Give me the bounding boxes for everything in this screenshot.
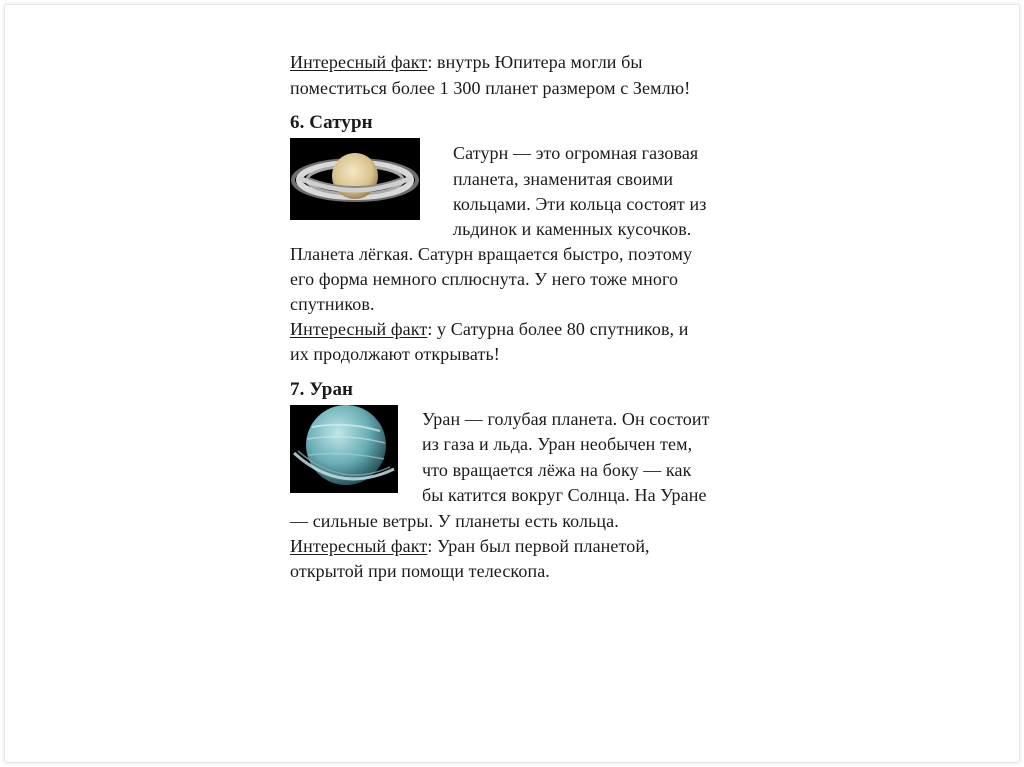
jupiter-fact-line-2: поместиться более 1 300 планет размером с Землю! bbox=[290, 78, 691, 98]
saturn-image bbox=[290, 138, 420, 220]
saturn-text-line-7: спутников. bbox=[290, 294, 375, 314]
uranus-image bbox=[290, 405, 398, 493]
uranus-illustration bbox=[290, 405, 398, 493]
saturn-fact-label: Интересный факт bbox=[290, 319, 428, 339]
uranus-fact-line-2: открытой при помощи телескопа. bbox=[290, 561, 550, 581]
saturn-text-line-6: его форма немного сплюснута. У него тоже много bbox=[290, 269, 679, 289]
uranus-fact-line-1 bbox=[290, 535, 650, 557]
jupiter-fact-label: Интересный факт bbox=[290, 52, 428, 72]
jupiter-fact-line-1 bbox=[290, 51, 643, 73]
uranus-heading: 7. Уран bbox=[290, 379, 354, 400]
saturn-text-line-5: Планета лёгкая. Сатурн вращается быстро, поэтому bbox=[290, 244, 693, 264]
saturn-fact-line-2: их продолжают открывать! bbox=[290, 344, 500, 364]
uranus-text-line-5: — сильные ветры. У планеты есть кольца. bbox=[290, 511, 619, 531]
jupiter-fact-text: : внутрь Юпитера могли бы bbox=[427, 52, 643, 72]
uranus-text-line-1: Уран — голубая планета. Он состоит bbox=[422, 409, 710, 429]
saturn-heading: 6. Сатурн bbox=[290, 112, 373, 133]
saturn-fact-line-1 bbox=[290, 318, 689, 340]
uranus-text-line-2: из газа и льда. Уран необычен тем, bbox=[422, 434, 693, 454]
uranus-text-line-4: бы катится вокруг Солнца. На Уране bbox=[422, 485, 707, 505]
uranus-text-line-3: что вращается лёжа на боку — как bbox=[422, 460, 692, 480]
uranus-fact-label: Интересный факт bbox=[290, 536, 428, 556]
saturn-text-line-3: кольцами. Эти кольца состоят из bbox=[453, 194, 707, 214]
saturn-illustration bbox=[290, 138, 420, 220]
saturn-text-line-2: планета, знаменитая своими bbox=[453, 169, 674, 189]
saturn-text-line-1: Сатурн — это огромная газовая bbox=[453, 143, 699, 163]
saturn-text-line-4: льдинок и каменных кусочков. bbox=[453, 219, 692, 239]
saturn-fact-text: : у Сатурна более 80 спутников, и bbox=[427, 319, 689, 339]
uranus-fact-text: : Уран был первой планетой, bbox=[427, 536, 650, 556]
slide-page bbox=[4, 4, 1020, 763]
